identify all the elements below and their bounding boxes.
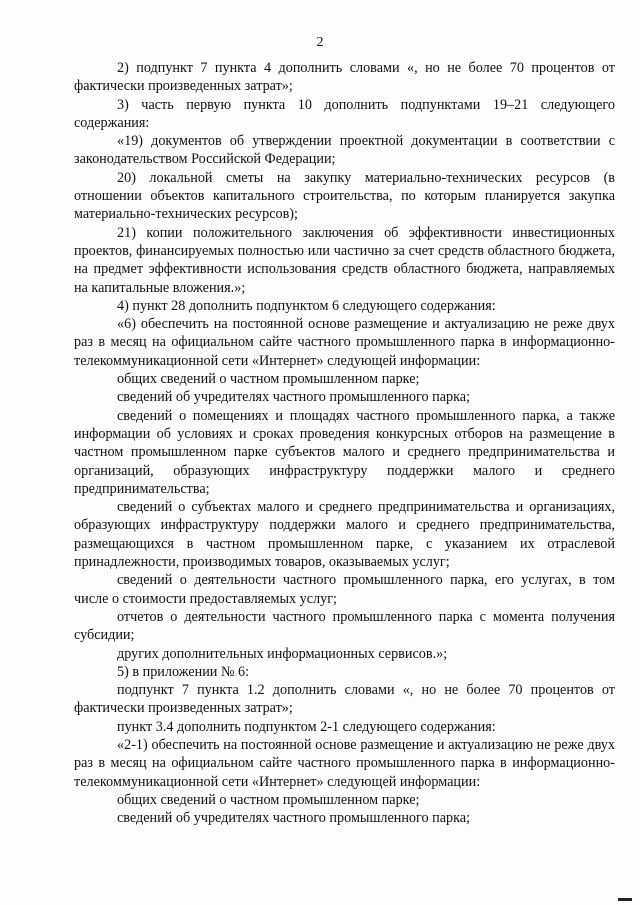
paragraph-list-premises: сведений о помещениях и площадях частного промышленного парка, а также информации об условиях и сроках проведения конкурсных отборов на размещение в частном промышленном парке субъектов малого и среднего предпринимательства и организаций, образующих инфраструктуру поддержки малого и среднего предпринимательства; (74, 407, 615, 497)
paragraph-subitem-19: «19) документов об утверждении проектной документации в соответствии с законодательством Российской Федерации; (74, 133, 615, 168)
paragraph-subitem-2-1: «2-1) обеспечить на постоянной основе размещение и актуализацию не реже двух раз в месяц на официальном сайте частного промышленного парка в информационно-телекоммуникационной сети «Интернет» следующей информации: (74, 736, 615, 790)
paragraph-list-general-info: общих сведений о частном промышленном парке; (117, 371, 420, 388)
paragraph-list-founders: сведений об учредителях частного промышленного парка; (117, 389, 471, 406)
document-body (74, 59, 615, 827)
paragraph-list-reports: отчетов о деятельности частного промышленного парка с момента получения субсидии; (74, 608, 615, 644)
paragraph-item-4: 4) пункт 28 дополнить подпунктом 6 следующего содержания: (117, 297, 496, 314)
paragraph-list-general-info-2: общих сведений о частном промышленном парке; (117, 791, 420, 808)
scan-mark (618, 898, 632, 901)
paragraph-list-founders-2: сведений об учредителях частного промышленного парка; (117, 810, 471, 827)
paragraph-list-small-business: сведений о субъектах малого и среднего предпринимательства и организациях, образующих инфраструктуру поддержки малого и среднего предпринимательства, размещающихся в частном промышленном парке, с указанием их отраслевой принадлежности, производимых товаров, оказываемых услуг; (74, 499, 615, 571)
page-number: 2 (316, 35, 324, 50)
paragraph-subitem-20: 20) локальной сметы на закупку материально-технических ресурсов (в отношении объектов капитального строительства, по которым планируется закупка материально-технических ресурсов); (74, 169, 615, 223)
paragraph-item-3: 3) часть первую пункта 10 дополнить подпунктами 19–21 следующего содержания: (74, 96, 615, 131)
paragraph-list-other-services: других дополнительных информационных сервисов.»; (117, 645, 448, 662)
paragraph-item-3-4: пункт 3.4 дополнить подпунктом 2-1 следующего содержания: (117, 718, 496, 735)
paragraph-subitem-7-1-2: подпункт 7 пункта 1.2 дополнить словами «, но не более 70 процентов от фактически произведенных затрат»; (74, 682, 615, 717)
paragraph-subitem-6: «6) обеспечить на постоянной основе размещение и актуализацию не реже двух раз в месяц на официальном сайте частного промышленного парка в информационно-телекоммуникационной сети «Интернет» следующей информации: (74, 316, 615, 369)
paragraph-item-2: 2) подпункт 7 пункта 4 дополнить словами «, но не более 70 процентов от фактически произведенных затрат»; (74, 60, 615, 95)
paragraph-list-activity: сведений о деятельности частного промышленного парка, его услугах, в том числе о стоимости предоставляемых услуг; (74, 572, 615, 607)
paragraph-item-5: 5) в приложении № 6: (117, 663, 250, 680)
paragraph-subitem-21: 21) копии положительного заключения об эффективности инвестиционных проектов, финансируемых полностью или частично за счет средств областного бюджета, на предмет эффективности использования средств областного бюджета, направляемых на капитальные вложения.»; (74, 224, 615, 296)
